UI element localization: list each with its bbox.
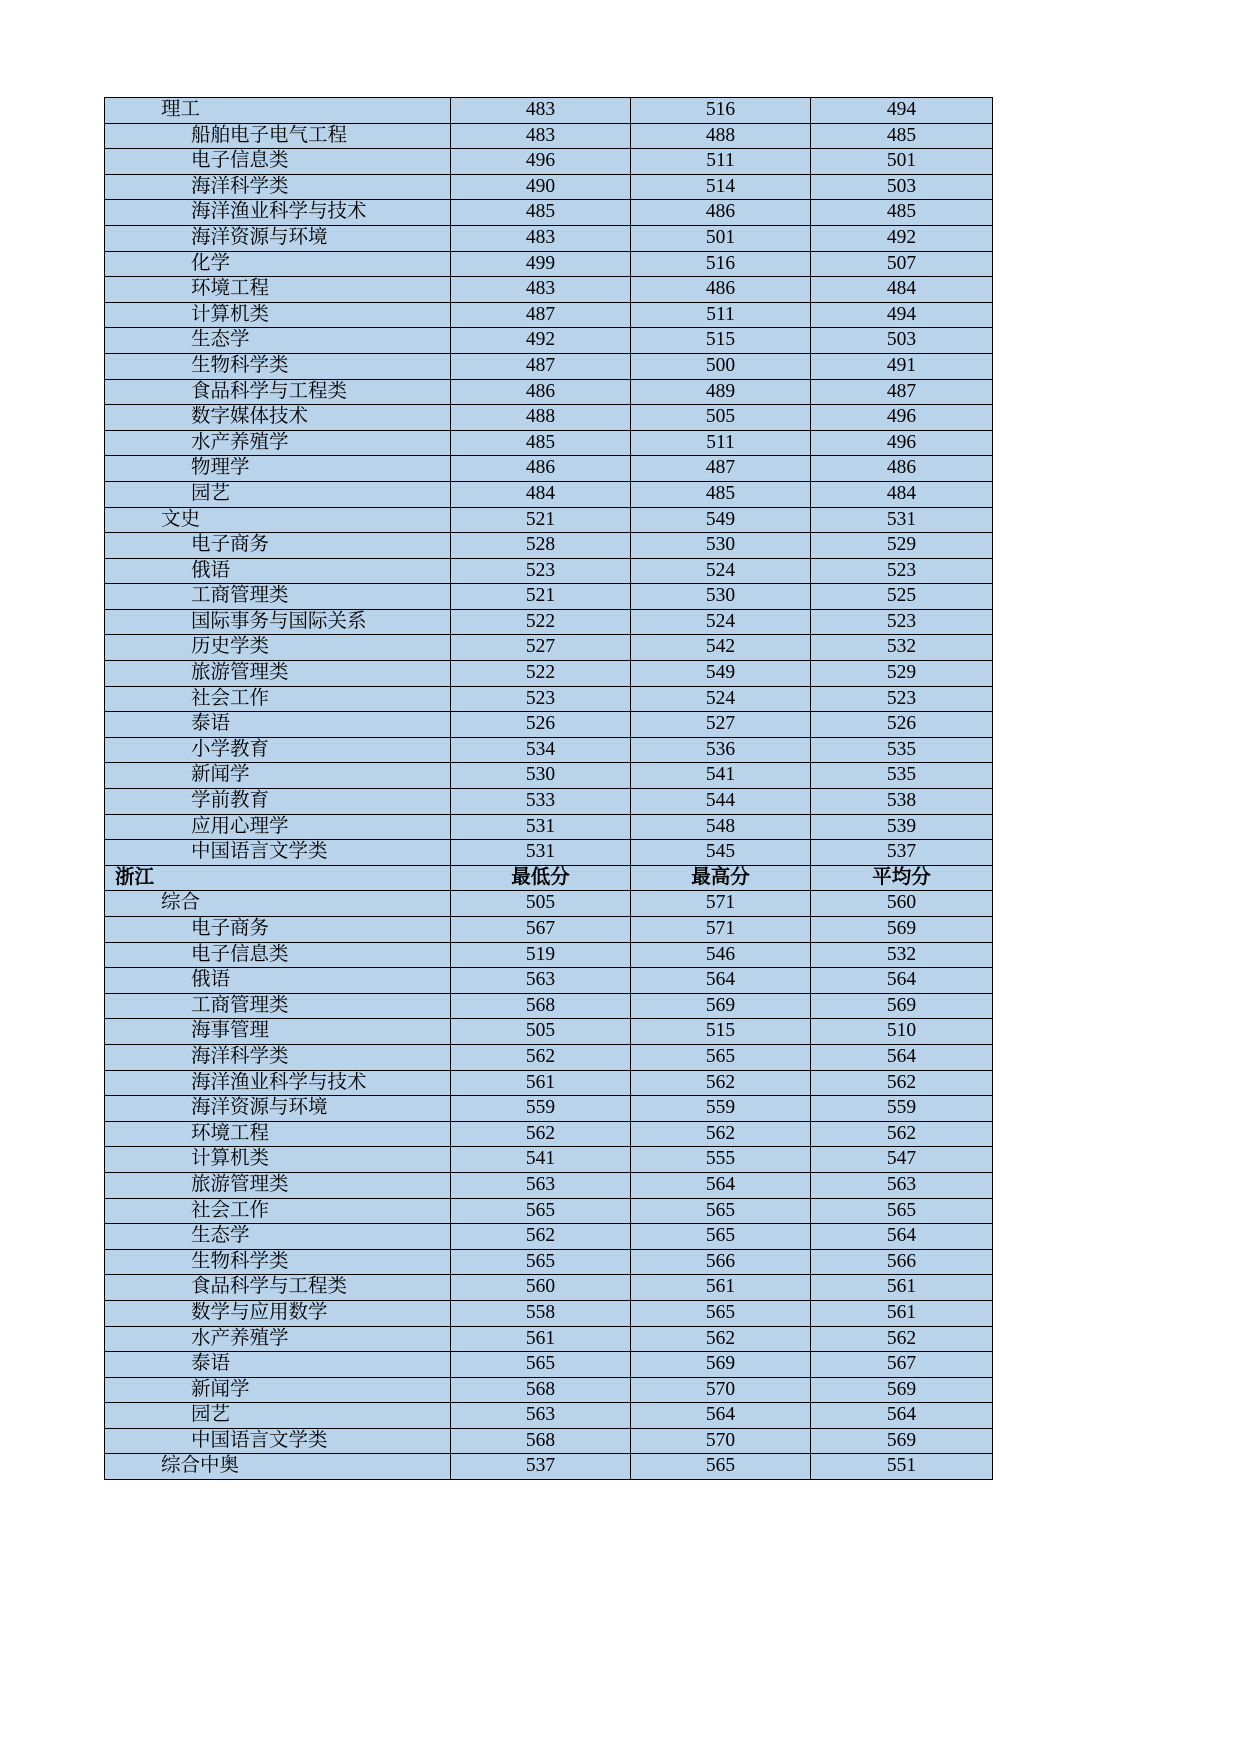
table-row	[105, 686, 993, 712]
category-name-cell: 综合	[105, 891, 451, 917]
score-max-cell: 487	[631, 456, 811, 482]
score-max-cell: 559	[631, 1096, 811, 1122]
major-name-cell: 中国语言文学类	[105, 1428, 451, 1454]
score-avg-cell: 564	[811, 1403, 993, 1429]
table-row	[105, 1147, 993, 1173]
score-min-cell: 522	[451, 661, 631, 687]
score-min-cell: 563	[451, 1403, 631, 1429]
table-row	[105, 661, 993, 687]
major-name-cell: 社会工作	[105, 686, 451, 712]
score-avg-cell: 529	[811, 661, 993, 687]
score-min-cell: 523	[451, 558, 631, 584]
score-min-cell: 521	[451, 584, 631, 610]
score-max-cell: 549	[631, 661, 811, 687]
score-avg-cell: 564	[811, 968, 993, 994]
major-name-cell: 应用心理学	[105, 814, 451, 840]
score-avg-cell: 563	[811, 1172, 993, 1198]
score-max-cell: 541	[631, 763, 811, 789]
table-row	[105, 1300, 993, 1326]
major-name-cell: 海事管理	[105, 1019, 451, 1045]
table-row	[105, 891, 993, 917]
score-avg-cell: 562	[811, 1121, 993, 1147]
score-min-cell: 531	[451, 814, 631, 840]
score-min-cell: 565	[451, 1352, 631, 1378]
score-max-cell: 555	[631, 1147, 811, 1173]
table-row	[105, 865, 993, 891]
table-row	[105, 328, 993, 354]
table-row	[105, 1352, 993, 1378]
score-avg-cell: 531	[811, 507, 993, 533]
table-row	[105, 1096, 993, 1122]
score-avg-cell: 532	[811, 635, 993, 661]
score-max-cell: 515	[631, 1019, 811, 1045]
table-row	[105, 584, 993, 610]
score-max-cell: 530	[631, 533, 811, 559]
score-max-cell: 511	[631, 149, 811, 175]
major-name-cell: 环境工程	[105, 277, 451, 303]
major-name-cell: 园艺	[105, 1403, 451, 1429]
table-row	[105, 1121, 993, 1147]
score-min-cell: 483	[451, 123, 631, 149]
score-min-cell: 522	[451, 609, 631, 635]
table-row	[105, 737, 993, 763]
table-row	[105, 840, 993, 866]
score-avg-cell: 494	[811, 302, 993, 328]
score-min-cell: 563	[451, 1172, 631, 1198]
score-max-cell: 569	[631, 1352, 811, 1378]
score-min-cell: 565	[451, 1249, 631, 1275]
table-row	[105, 789, 993, 815]
score-max-cell: 544	[631, 789, 811, 815]
score-min-cell: 488	[451, 405, 631, 431]
table-row	[105, 1044, 993, 1070]
major-name-cell: 工商管理类	[105, 993, 451, 1019]
score-min-cell: 561	[451, 1326, 631, 1352]
score-avg-cell: 564	[811, 1044, 993, 1070]
table-row	[105, 277, 993, 303]
score-avg-cell: 561	[811, 1275, 993, 1301]
score-avg-cell: 510	[811, 1019, 993, 1045]
score-max-cell: 501	[631, 225, 811, 251]
score-avg-cell: 562	[811, 1326, 993, 1352]
major-name-cell: 旅游管理类	[105, 661, 451, 687]
column-header-min: 最低分	[451, 865, 631, 891]
major-name-cell: 计算机类	[105, 1147, 451, 1173]
score-min-cell: 485	[451, 430, 631, 456]
score-avg-cell: 501	[811, 149, 993, 175]
major-name-cell: 电子商务	[105, 533, 451, 559]
category-name-cell: 文史	[105, 507, 451, 533]
score-avg-cell: 569	[811, 917, 993, 943]
score-avg-cell: 486	[811, 456, 993, 482]
major-name-cell: 海洋渔业科学与技术	[105, 1070, 451, 1096]
score-min-cell: 486	[451, 379, 631, 405]
table-row	[105, 149, 993, 175]
score-avg-cell: 484	[811, 277, 993, 303]
score-avg-cell: 485	[811, 123, 993, 149]
major-name-cell: 环境工程	[105, 1121, 451, 1147]
major-name-cell: 海洋资源与环境	[105, 1096, 451, 1122]
table-row	[105, 1275, 993, 1301]
score-min-cell: 563	[451, 968, 631, 994]
admission-score-table	[104, 97, 993, 1480]
score-avg-cell: 491	[811, 353, 993, 379]
score-max-cell: 486	[631, 277, 811, 303]
score-avg-cell: 561	[811, 1300, 993, 1326]
score-min-cell: 568	[451, 993, 631, 1019]
table-row	[105, 174, 993, 200]
table-row	[105, 1428, 993, 1454]
table-row	[105, 1403, 993, 1429]
score-max-cell: 515	[631, 328, 811, 354]
score-max-cell: 562	[631, 1070, 811, 1096]
major-name-cell: 电子信息类	[105, 149, 451, 175]
score-min-cell: 519	[451, 942, 631, 968]
table-row	[105, 763, 993, 789]
score-max-cell: 500	[631, 353, 811, 379]
score-max-cell: 527	[631, 712, 811, 738]
table-row	[105, 968, 993, 994]
table-row	[105, 507, 993, 533]
score-min-cell: 505	[451, 1019, 631, 1045]
score-avg-cell: 496	[811, 405, 993, 431]
table-row	[105, 430, 993, 456]
major-name-cell: 物理学	[105, 456, 451, 482]
score-min-cell: 492	[451, 328, 631, 354]
score-table-wrapper	[104, 97, 992, 1480]
score-min-cell: 486	[451, 456, 631, 482]
major-name-cell: 海洋渔业科学与技术	[105, 200, 451, 226]
table-row	[105, 917, 993, 943]
score-max-cell: 485	[631, 481, 811, 507]
table-row	[105, 456, 993, 482]
score-min-cell: 526	[451, 712, 631, 738]
score-avg-cell: 507	[811, 251, 993, 277]
major-name-cell: 船舶电子电气工程	[105, 123, 451, 149]
major-name-cell: 电子信息类	[105, 942, 451, 968]
major-name-cell: 国际事务与国际关系	[105, 609, 451, 635]
table-row	[105, 1377, 993, 1403]
score-avg-cell: 523	[811, 686, 993, 712]
major-name-cell: 小学教育	[105, 737, 451, 763]
score-avg-cell: 569	[811, 993, 993, 1019]
score-avg-cell: 538	[811, 789, 993, 815]
score-avg-cell: 492	[811, 225, 993, 251]
table-row	[105, 123, 993, 149]
score-avg-cell: 529	[811, 533, 993, 559]
score-min-cell: 533	[451, 789, 631, 815]
score-avg-cell: 537	[811, 840, 993, 866]
major-name-cell: 生态学	[105, 328, 451, 354]
score-min-cell: 559	[451, 1096, 631, 1122]
score-max-cell: 524	[631, 558, 811, 584]
score-avg-cell: 551	[811, 1454, 993, 1480]
score-min-cell: 560	[451, 1275, 631, 1301]
score-max-cell: 564	[631, 968, 811, 994]
score-max-cell: 565	[631, 1044, 811, 1070]
score-max-cell: 561	[631, 1275, 811, 1301]
table-row	[105, 1070, 993, 1096]
major-name-cell: 电子商务	[105, 917, 451, 943]
score-min-cell: 487	[451, 302, 631, 328]
score-max-cell: 530	[631, 584, 811, 610]
table-row	[105, 200, 993, 226]
score-avg-cell: 485	[811, 200, 993, 226]
score-max-cell: 565	[631, 1454, 811, 1480]
major-name-cell: 学前教育	[105, 789, 451, 815]
score-avg-cell: 496	[811, 430, 993, 456]
score-max-cell: 511	[631, 430, 811, 456]
table-row	[105, 993, 993, 1019]
major-name-cell: 俄语	[105, 968, 451, 994]
score-min-cell: 561	[451, 1070, 631, 1096]
score-max-cell: 570	[631, 1428, 811, 1454]
table-body	[105, 98, 993, 1480]
score-max-cell: 488	[631, 123, 811, 149]
score-max-cell: 549	[631, 507, 811, 533]
score-max-cell: 511	[631, 302, 811, 328]
score-max-cell: 569	[631, 993, 811, 1019]
score-min-cell: 537	[451, 1454, 631, 1480]
column-header-avg: 平均分	[811, 865, 993, 891]
table-row	[105, 942, 993, 968]
major-name-cell: 泰语	[105, 1352, 451, 1378]
score-avg-cell: 525	[811, 584, 993, 610]
score-max-cell: 546	[631, 942, 811, 968]
major-name-cell: 俄语	[105, 558, 451, 584]
column-header-max: 最高分	[631, 865, 811, 891]
category-name-cell: 理工	[105, 98, 451, 124]
score-min-cell: 530	[451, 763, 631, 789]
major-name-cell: 海洋科学类	[105, 174, 451, 200]
score-max-cell: 545	[631, 840, 811, 866]
table-row	[105, 225, 993, 251]
province-name-cell: 浙江	[105, 865, 451, 891]
score-min-cell: 483	[451, 225, 631, 251]
score-min-cell: 484	[451, 481, 631, 507]
score-max-cell: 565	[631, 1300, 811, 1326]
major-name-cell: 化学	[105, 251, 451, 277]
score-avg-cell: 547	[811, 1147, 993, 1173]
table-row	[105, 379, 993, 405]
score-min-cell: 541	[451, 1147, 631, 1173]
major-name-cell: 水产养殖学	[105, 1326, 451, 1352]
score-max-cell: 536	[631, 737, 811, 763]
score-min-cell: 534	[451, 737, 631, 763]
category-name-cell: 综合中奥	[105, 1454, 451, 1480]
score-avg-cell: 526	[811, 712, 993, 738]
score-min-cell: 499	[451, 251, 631, 277]
major-name-cell: 海洋科学类	[105, 1044, 451, 1070]
major-name-cell: 旅游管理类	[105, 1172, 451, 1198]
table-row	[105, 635, 993, 661]
major-name-cell: 海洋资源与环境	[105, 225, 451, 251]
major-name-cell: 数学与应用数学	[105, 1300, 451, 1326]
score-max-cell: 542	[631, 635, 811, 661]
score-avg-cell: 523	[811, 609, 993, 635]
table-row	[105, 1454, 993, 1480]
score-min-cell: 483	[451, 277, 631, 303]
score-max-cell: 570	[631, 1377, 811, 1403]
major-name-cell: 新闻学	[105, 1377, 451, 1403]
score-avg-cell: 562	[811, 1070, 993, 1096]
score-min-cell: 531	[451, 840, 631, 866]
major-name-cell: 数字媒体技术	[105, 405, 451, 431]
score-avg-cell: 503	[811, 328, 993, 354]
table-row	[105, 1249, 993, 1275]
score-min-cell: 558	[451, 1300, 631, 1326]
score-min-cell: 496	[451, 149, 631, 175]
score-avg-cell: 569	[811, 1377, 993, 1403]
score-min-cell: 527	[451, 635, 631, 661]
major-name-cell: 生态学	[105, 1224, 451, 1250]
major-name-cell: 生物科学类	[105, 353, 451, 379]
major-name-cell: 水产养殖学	[105, 430, 451, 456]
score-max-cell: 566	[631, 1249, 811, 1275]
score-avg-cell: 539	[811, 814, 993, 840]
score-avg-cell: 559	[811, 1096, 993, 1122]
major-name-cell: 生物科学类	[105, 1249, 451, 1275]
score-min-cell: 562	[451, 1224, 631, 1250]
score-min-cell: 568	[451, 1428, 631, 1454]
table-row	[105, 405, 993, 431]
score-max-cell: 516	[631, 98, 811, 124]
score-max-cell: 571	[631, 917, 811, 943]
score-max-cell: 564	[631, 1403, 811, 1429]
table-row	[105, 1172, 993, 1198]
table-row	[105, 533, 993, 559]
table-row	[105, 814, 993, 840]
major-name-cell: 食品科学与工程类	[105, 379, 451, 405]
score-min-cell: 485	[451, 200, 631, 226]
score-min-cell: 568	[451, 1377, 631, 1403]
table-row	[105, 481, 993, 507]
table-row	[105, 98, 993, 124]
score-max-cell: 571	[631, 891, 811, 917]
score-avg-cell: 566	[811, 1249, 993, 1275]
major-name-cell: 中国语言文学类	[105, 840, 451, 866]
score-min-cell: 487	[451, 353, 631, 379]
score-avg-cell: 567	[811, 1352, 993, 1378]
score-max-cell: 516	[631, 251, 811, 277]
table-row	[105, 1224, 993, 1250]
score-min-cell: 523	[451, 686, 631, 712]
major-name-cell: 新闻学	[105, 763, 451, 789]
score-avg-cell: 532	[811, 942, 993, 968]
table-row	[105, 302, 993, 328]
major-name-cell: 工商管理类	[105, 584, 451, 610]
score-min-cell: 562	[451, 1044, 631, 1070]
table-row	[105, 1198, 993, 1224]
score-max-cell: 562	[631, 1326, 811, 1352]
score-min-cell: 528	[451, 533, 631, 559]
score-avg-cell: 494	[811, 98, 993, 124]
table-row	[105, 1326, 993, 1352]
score-avg-cell: 535	[811, 737, 993, 763]
score-min-cell: 567	[451, 917, 631, 943]
score-max-cell: 562	[631, 1121, 811, 1147]
score-max-cell: 564	[631, 1172, 811, 1198]
table-row	[105, 251, 993, 277]
score-avg-cell: 569	[811, 1428, 993, 1454]
table-row	[105, 1019, 993, 1045]
score-max-cell: 548	[631, 814, 811, 840]
score-min-cell: 505	[451, 891, 631, 917]
score-max-cell: 505	[631, 405, 811, 431]
score-avg-cell: 535	[811, 763, 993, 789]
major-name-cell: 泰语	[105, 712, 451, 738]
table-row	[105, 609, 993, 635]
score-min-cell: 521	[451, 507, 631, 533]
score-avg-cell: 564	[811, 1224, 993, 1250]
table-row	[105, 353, 993, 379]
score-max-cell: 524	[631, 686, 811, 712]
score-avg-cell: 487	[811, 379, 993, 405]
score-max-cell: 565	[631, 1224, 811, 1250]
major-name-cell: 社会工作	[105, 1198, 451, 1224]
score-avg-cell: 565	[811, 1198, 993, 1224]
score-max-cell: 565	[631, 1198, 811, 1224]
score-max-cell: 489	[631, 379, 811, 405]
major-name-cell: 食品科学与工程类	[105, 1275, 451, 1301]
score-max-cell: 524	[631, 609, 811, 635]
score-max-cell: 486	[631, 200, 811, 226]
score-avg-cell: 523	[811, 558, 993, 584]
table-row	[105, 712, 993, 738]
score-max-cell: 514	[631, 174, 811, 200]
score-min-cell: 565	[451, 1198, 631, 1224]
score-avg-cell: 560	[811, 891, 993, 917]
major-name-cell: 历史学类	[105, 635, 451, 661]
score-min-cell: 562	[451, 1121, 631, 1147]
score-avg-cell: 484	[811, 481, 993, 507]
score-min-cell: 490	[451, 174, 631, 200]
table-row	[105, 558, 993, 584]
major-name-cell: 计算机类	[105, 302, 451, 328]
score-min-cell: 483	[451, 98, 631, 124]
major-name-cell: 园艺	[105, 481, 451, 507]
score-avg-cell: 503	[811, 174, 993, 200]
